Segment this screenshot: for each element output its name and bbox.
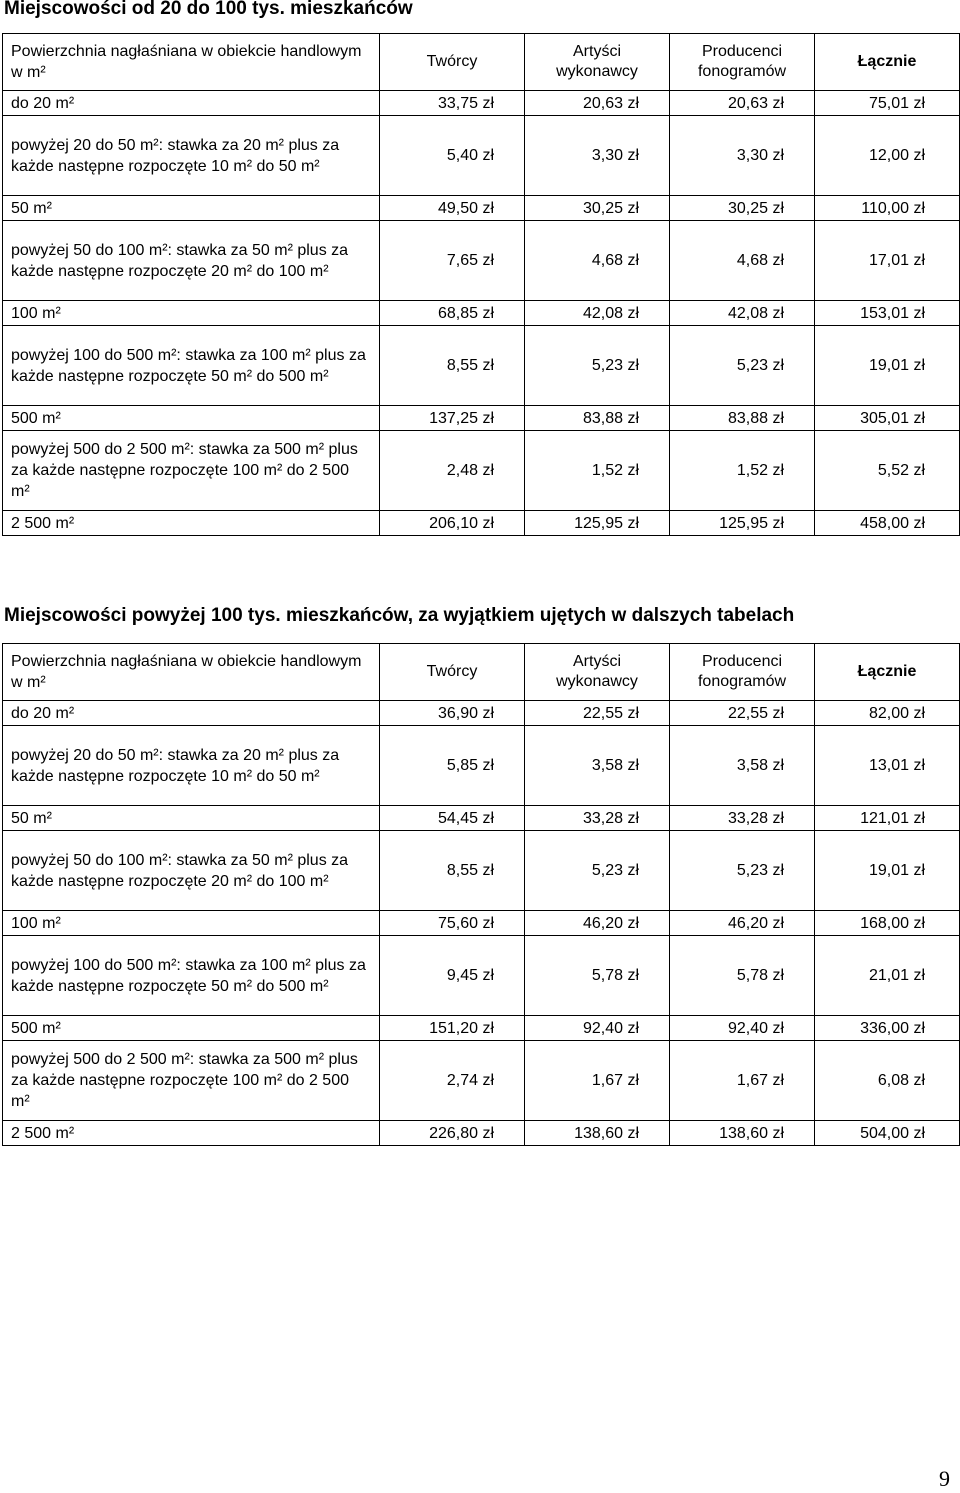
producenci-cell: 3,58 zł xyxy=(670,726,815,806)
lacznie-cell: 6,08 zł xyxy=(815,1041,960,1121)
producenci-cell: 125,95 zł xyxy=(670,511,815,536)
table-header-row xyxy=(3,644,960,701)
lacznie-cell: 168,00 zł xyxy=(815,911,960,936)
artysci-cell: 1,52 zł xyxy=(525,431,670,511)
table-row xyxy=(3,511,960,536)
producenci-cell: 5,78 zł xyxy=(670,936,815,1016)
producenci-cell: 138,60 zł xyxy=(670,1121,815,1146)
section-title-1: Miejscowości od 20 do 100 tys. mieszkańców xyxy=(4,0,413,19)
tworcy-cell: 206,10 zł xyxy=(380,511,525,536)
column-header-producenci: Producenci fonogramów xyxy=(670,644,815,701)
table-row xyxy=(3,91,960,116)
table-row xyxy=(3,1041,960,1121)
table-row xyxy=(3,726,960,806)
lacznie-cell: 458,00 zł xyxy=(815,511,960,536)
tworcy-cell: 226,80 zł xyxy=(380,1121,525,1146)
page-number: 9 xyxy=(939,1466,950,1491)
tworcy-cell: 33,75 zł xyxy=(380,91,525,116)
producenci-cell: 42,08 zł xyxy=(670,301,815,326)
area-cell: do 20 m² xyxy=(3,701,380,726)
column-header-area: Powierzchnia nagłaśniana w obiekcie handlowym w m² xyxy=(3,34,380,91)
area-cell: 50 m² xyxy=(3,196,380,221)
producenci-cell: 22,55 zł xyxy=(670,701,815,726)
area-cell: powyżej 500 do 2 500 m²: stawka za 500 m² plus za każde następne rozpoczęte 100 m² do 2 500 m² xyxy=(3,1041,380,1121)
artysci-cell: 22,55 zł xyxy=(525,701,670,726)
artysci-cell: 138,60 zł xyxy=(525,1121,670,1146)
area-cell: 100 m² xyxy=(3,301,380,326)
tworcy-cell: 8,55 zł xyxy=(380,326,525,406)
column-header-lacznie: Łącznie xyxy=(815,644,960,701)
artysci-cell: 5,78 zł xyxy=(525,936,670,1016)
area-cell: 2 500 m² xyxy=(3,511,380,536)
lacznie-cell: 504,00 zł xyxy=(815,1121,960,1146)
tworcy-cell: 9,45 zł xyxy=(380,936,525,1016)
rates-table-1 xyxy=(2,33,960,536)
area-cell: 500 m² xyxy=(3,1016,380,1041)
tworcy-cell: 2,48 zł xyxy=(380,431,525,511)
section-title-2: Miejscowości powyżej 100 tys. mieszkańców, za wyjątkiem ujętych w dalszych tabelach xyxy=(4,605,795,626)
producenci-cell: 3,30 zł xyxy=(670,116,815,196)
area-cell: powyżej 50 do 100 m²: stawka za 50 m² plus za każde następne rozpoczęte 20 m² do 100 m² xyxy=(3,221,380,301)
lacznie-cell: 75,01 zł xyxy=(815,91,960,116)
artysci-cell: 1,67 zł xyxy=(525,1041,670,1121)
artysci-cell: 83,88 zł xyxy=(525,406,670,431)
artysci-cell: 5,23 zł xyxy=(525,831,670,911)
tworcy-cell: 54,45 zł xyxy=(380,806,525,831)
producenci-cell: 30,25 zł xyxy=(670,196,815,221)
column-header-artysci: Artyści wykonawcy xyxy=(525,644,670,701)
table-row xyxy=(3,221,960,301)
lacznie-cell: 5,52 zł xyxy=(815,431,960,511)
area-cell: powyżej 100 do 500 m²: stawka za 100 m² plus za każde następne rozpoczęte 50 m² do 500 m² xyxy=(3,936,380,1016)
table-row xyxy=(3,196,960,221)
producenci-cell: 5,23 zł xyxy=(670,326,815,406)
table-row xyxy=(3,301,960,326)
artysci-cell: 3,58 zł xyxy=(525,726,670,806)
area-cell: powyżej 20 do 50 m²: stawka za 20 m² plus za każde następne rozpoczęte 10 m² do 50 m² xyxy=(3,116,380,196)
table-row xyxy=(3,406,960,431)
table-row xyxy=(3,831,960,911)
lacznie-cell: 153,01 zł xyxy=(815,301,960,326)
producenci-cell: 46,20 zł xyxy=(670,911,815,936)
tworcy-cell: 2,74 zł xyxy=(380,1041,525,1121)
area-cell: 2 500 m² xyxy=(3,1121,380,1146)
lacznie-cell: 82,00 zł xyxy=(815,701,960,726)
rates-table-2 xyxy=(2,643,960,1146)
lacznie-cell: 336,00 zł xyxy=(815,1016,960,1041)
table-row xyxy=(3,326,960,406)
table-row xyxy=(3,936,960,1016)
lacznie-cell: 121,01 zł xyxy=(815,806,960,831)
table-body-2 xyxy=(3,701,960,1146)
artysci-cell: 33,28 zł xyxy=(525,806,670,831)
column-header-tworcy: Twórcy xyxy=(380,34,525,91)
lacznie-cell: 305,01 zł xyxy=(815,406,960,431)
tworcy-cell: 36,90 zł xyxy=(380,701,525,726)
tworcy-cell: 151,20 zł xyxy=(380,1016,525,1041)
tworcy-cell: 49,50 zł xyxy=(380,196,525,221)
artysci-cell: 46,20 zł xyxy=(525,911,670,936)
producenci-cell: 33,28 zł xyxy=(670,806,815,831)
tworcy-cell: 5,40 zł xyxy=(380,116,525,196)
tworcy-cell: 75,60 zł xyxy=(380,911,525,936)
artysci-cell: 30,25 zł xyxy=(525,196,670,221)
table-body-1 xyxy=(3,91,960,536)
lacznie-cell: 13,01 zł xyxy=(815,726,960,806)
lacznie-cell: 19,01 zł xyxy=(815,326,960,406)
producenci-cell: 1,52 zł xyxy=(670,431,815,511)
lacznie-cell: 12,00 zł xyxy=(815,116,960,196)
tworcy-cell: 7,65 zł xyxy=(380,221,525,301)
artysci-cell: 20,63 zł xyxy=(525,91,670,116)
table-row xyxy=(3,911,960,936)
area-cell: powyżej 500 do 2 500 m²: stawka za 500 m² plus za każde następne rozpoczęte 100 m² do 2 500 m² xyxy=(3,431,380,511)
artysci-cell: 5,23 zł xyxy=(525,326,670,406)
producenci-cell: 83,88 zł xyxy=(670,406,815,431)
artysci-cell: 92,40 zł xyxy=(525,1016,670,1041)
area-cell: powyżej 50 do 100 m²: stawka za 50 m² plus za każde następne rozpoczęte 20 m² do 100 m² xyxy=(3,831,380,911)
artysci-cell: 3,30 zł xyxy=(525,116,670,196)
artysci-cell: 125,95 zł xyxy=(525,511,670,536)
lacznie-cell: 17,01 zł xyxy=(815,221,960,301)
lacznie-cell: 110,00 zł xyxy=(815,196,960,221)
table-row xyxy=(3,1016,960,1041)
area-cell: 100 m² xyxy=(3,911,380,936)
table-row xyxy=(3,701,960,726)
tworcy-cell: 8,55 zł xyxy=(380,831,525,911)
artysci-cell: 42,08 zł xyxy=(525,301,670,326)
producenci-cell: 4,68 zł xyxy=(670,221,815,301)
area-cell: 500 m² xyxy=(3,406,380,431)
area-cell: powyżej 100 do 500 m²: stawka za 100 m² plus za każde następne rozpoczęte 50 m² do 500 m² xyxy=(3,326,380,406)
artysci-cell: 4,68 zł xyxy=(525,221,670,301)
table-row xyxy=(3,1121,960,1146)
table-header-row xyxy=(3,34,960,91)
area-cell: do 20 m² xyxy=(3,91,380,116)
tworcy-cell: 68,85 zł xyxy=(380,301,525,326)
area-cell: powyżej 20 do 50 m²: stawka za 20 m² plus za każde następne rozpoczęte 10 m² do 50 m² xyxy=(3,726,380,806)
column-header-producenci: Producenci fonogramów xyxy=(670,34,815,91)
column-header-area: Powierzchnia nagłaśniana w obiekcie handlowym w m² xyxy=(3,644,380,701)
table-row xyxy=(3,806,960,831)
column-header-artysci: Artyści wykonawcy xyxy=(525,34,670,91)
table-row xyxy=(3,116,960,196)
column-header-lacznie: Łącznie xyxy=(815,34,960,91)
column-header-tworcy: Twórcy xyxy=(380,644,525,701)
tworcy-cell: 137,25 zł xyxy=(380,406,525,431)
producenci-cell: 20,63 zł xyxy=(670,91,815,116)
producenci-cell: 92,40 zł xyxy=(670,1016,815,1041)
producenci-cell: 5,23 zł xyxy=(670,831,815,911)
lacznie-cell: 19,01 zł xyxy=(815,831,960,911)
lacznie-cell: 21,01 zł xyxy=(815,936,960,1016)
table-row xyxy=(3,431,960,511)
producenci-cell: 1,67 zł xyxy=(670,1041,815,1121)
area-cell: 50 m² xyxy=(3,806,380,831)
tworcy-cell: 5,85 zł xyxy=(380,726,525,806)
